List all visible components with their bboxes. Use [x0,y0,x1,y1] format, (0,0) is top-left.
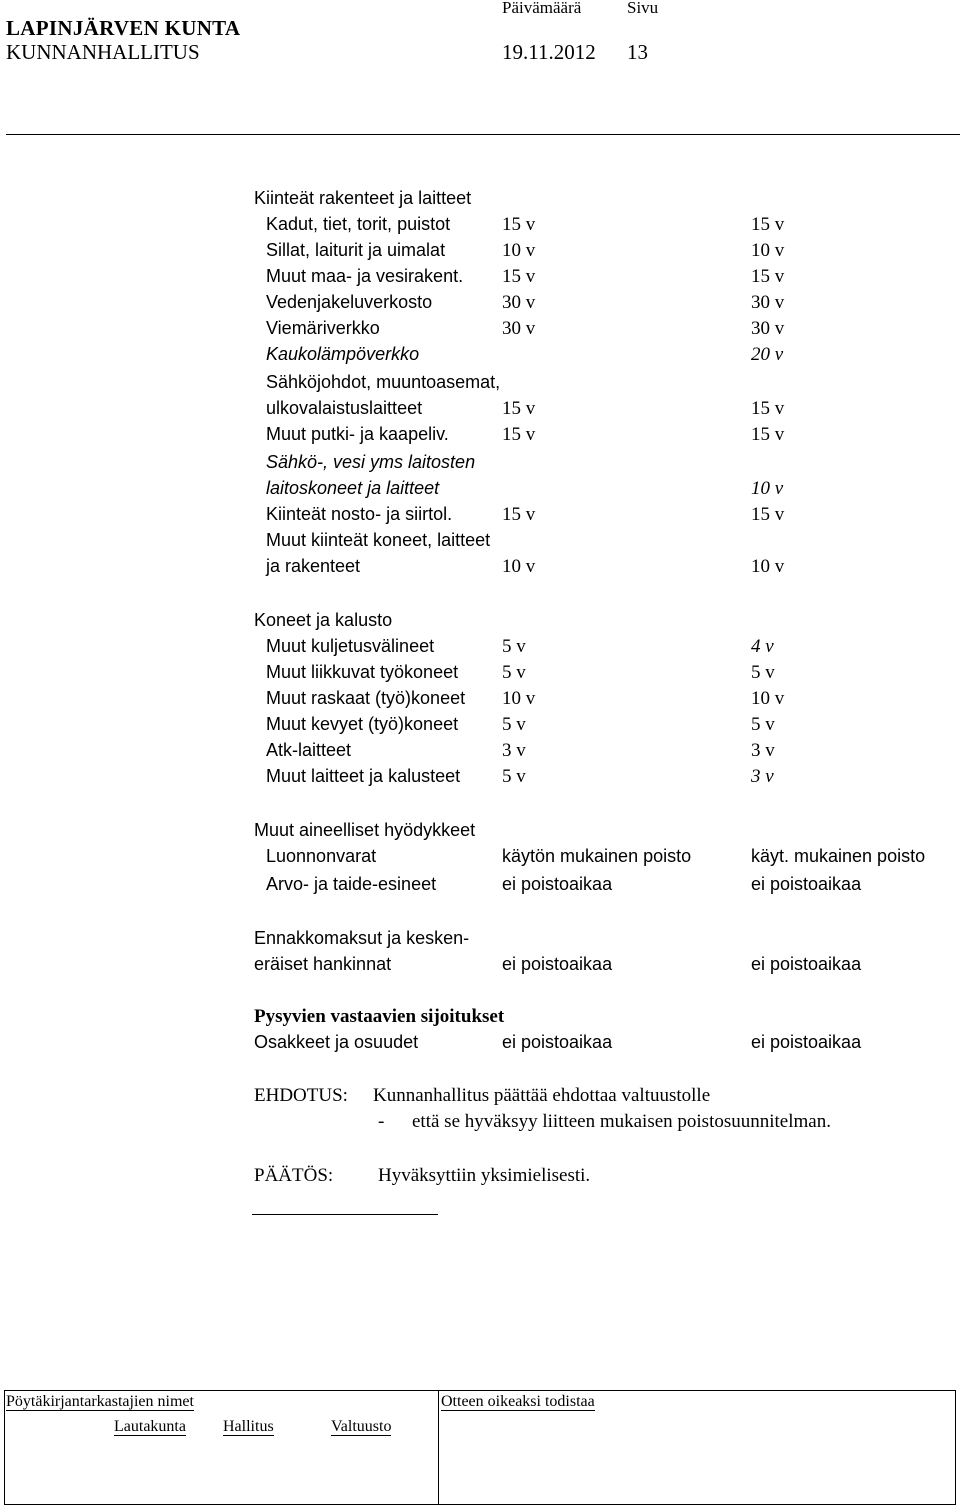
row-value-b: käyt. mukainen poisto [751,846,926,866]
row-label: Viemäriverkko [266,318,380,338]
row-label: Arvo- ja taide-esineet [266,874,437,894]
row-label: Muut maa- ja vesirakent. [266,266,464,286]
row-value-a: 30 v [502,292,536,313]
page-number: 13 [627,40,648,64]
row-label: Muut laitteet ja kalusteet [266,766,461,786]
section-title-machinery: Koneet ja kalusto [254,610,393,630]
row-value-a: 10 v [502,556,536,577]
row-value-b: 15 v [751,504,785,525]
row-value-a: 15 v [502,214,536,235]
footer-bottom-rule [4,1504,956,1505]
date-label: Päivämäärä [502,0,582,17]
proposal-item: että se hyväksyy liitteen mukaisen poistosuunnitelman. [412,1111,831,1132]
row-value-a: 5 v [502,662,526,683]
row-value-b: ei poistoaikaa [751,1032,862,1052]
separator-line [252,1214,438,1215]
row-value-a: 5 v [502,766,526,787]
row-value-a: 15 v [502,504,536,525]
row-value-a: 3 v [502,740,526,761]
organization-name: LAPINJÄRVEN KUNTA [6,16,241,40]
proposal-dash: - [378,1111,385,1132]
proposal-text: Kunnanhallitus päättää ehdottaa valtuustolle [373,1085,711,1106]
proposal-label: EHDOTUS: [254,1085,348,1106]
row-label: Muut kiinteät koneet, laitteet [266,530,491,550]
row-label: Luonnonvarat [266,846,377,866]
footer-right-border [955,1390,956,1504]
footer-valtuusto: Valtuusto [331,1418,392,1435]
row-label: Muut liikkuvat työkoneet [266,662,459,682]
row-label: Vedenjakeluverkosto [266,292,433,312]
row-value-a: käytön mukainen poisto [502,846,692,866]
row-value-a: 5 v [502,714,526,735]
row-label: Osakkeet ja osuudet [254,1032,419,1052]
body-name: KUNNANHALLITUS [6,40,200,64]
row-label: Kaukolämpöverkko [266,344,420,364]
row-value-b: 30 v [751,292,785,313]
footer-top-rule [4,1390,956,1391]
section-title-investments: Pysyvien vastaavien sijoitukset [254,1006,505,1027]
footer-reviewers: Pöytäkirjantarkastajien nimet [6,1393,194,1410]
row-value-a: 30 v [502,318,536,339]
row-value-b: 30 v [751,318,785,339]
section-title-other-tangible: Muut aineelliset hyödykkeet [254,820,476,840]
row-label: Kiinteät nosto- ja siirtol. [266,504,453,524]
row-value-b: 10 v [751,556,785,577]
row-value-a: ei poistoaikaa [502,874,613,894]
row-value-a: 15 v [502,398,536,419]
row-label: Muut putki- ja kaapeliv. [266,424,449,444]
row-value-b: 15 v [751,398,785,419]
decision-label: PÄÄTÖS: [254,1165,334,1186]
row-label: ulkovalaistuslaitteet [266,398,423,418]
row-value-a: 10 v [502,240,536,261]
row-value-b: 5 v [751,662,775,683]
row-label: Sähköjohdot, muuntoasemat, [266,372,501,392]
header-rule [6,134,960,135]
row-label: Kadut, tiet, torit, puistot [266,214,451,234]
document-date: 19.11.2012 [502,40,596,64]
row-label: eräiset hankinnat [254,954,392,974]
footer-certified: Otteen oikeaksi todistaa [441,1393,595,1410]
row-value-b: 10 v [751,240,785,261]
row-value-b: 10 v [751,478,784,499]
row-label: Sähkö-, vesi yms laitosten [266,452,476,472]
row-value-a: ei poistoaikaa [502,954,613,974]
row-value-b: 4 v [751,636,774,657]
row-value-b: 15 v [751,266,785,287]
row-value-b: 5 v [751,714,775,735]
row-label: laitoskoneet ja laitteet [266,478,440,498]
row-label: Muut kevyet (työ)koneet [266,714,459,734]
section-title-advances: Ennakkomaksut ja kesken- [254,928,470,948]
page-label: Sivu [627,0,659,17]
row-value-a: 5 v [502,636,526,657]
row-value-b: 15 v [751,424,785,445]
row-value-b: 3 v [751,766,774,787]
footer-lautakunta: Lautakunta [114,1418,186,1435]
section-title-fixed: Kiinteät rakenteet ja laitteet [254,188,472,208]
row-label: Sillat, laiturit ja uimalat [266,240,446,260]
row-value-b: 3 v [751,740,775,761]
row-label: Atk-laitteet [266,740,352,760]
row-value-b: ei poistoaikaa [751,954,862,974]
row-value-b: 15 v [751,214,785,235]
decision-text: Hyväksyttiin yksimielisesti. [378,1165,591,1186]
footer-left-border [4,1390,5,1504]
row-value-a: 15 v [502,266,536,287]
row-label: Muut raskaat (työ)koneet [266,688,466,708]
footer-hallitus: Hallitus [223,1418,274,1435]
row-value-a: ei poistoaikaa [502,1032,613,1052]
row-value-a: 10 v [502,688,536,709]
row-value-b: 10 v [751,688,785,709]
row-value-a: 15 v [502,424,536,445]
row-label: Muut kuljetusvälineet [266,636,435,656]
row-value-b: 20 v [751,344,784,365]
row-value-b: ei poistoaikaa [751,874,862,894]
footer-divider [438,1390,439,1504]
row-label: ja rakenteet [266,556,361,576]
